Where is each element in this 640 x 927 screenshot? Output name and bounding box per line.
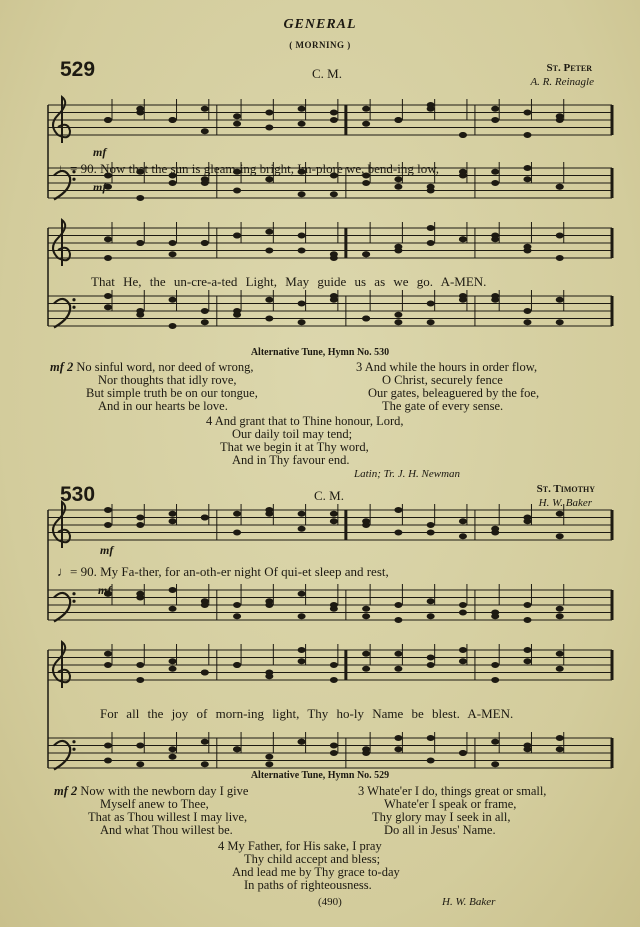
note-head (136, 761, 144, 767)
verse-line: The gate of every sense. (382, 399, 504, 413)
note-head (169, 658, 177, 664)
alternative-tune: Alternative Tune, Hymn No. 529 (250, 770, 390, 781)
verse-line: And in Thy favour end. (232, 453, 350, 467)
verse-line: And in our hearts be love. (98, 399, 228, 413)
verse-line: And lead me by Thy grace to-day (232, 865, 400, 879)
note-head (201, 240, 209, 246)
dynamic-marking: mf (100, 543, 114, 557)
note-head (491, 293, 499, 299)
verse-line: O Christ, securely fence (382, 373, 503, 387)
lyric-line (57, 161, 439, 177)
verse-line: Our gates, beleaguered by the foe, (368, 386, 540, 400)
note-head (394, 319, 402, 325)
note-head (427, 225, 435, 231)
note-head (201, 308, 209, 314)
note-head (169, 251, 177, 257)
note-head (265, 110, 273, 116)
note-head (523, 165, 531, 171)
section-heading: GENERAL (283, 17, 357, 32)
verse-label: mf 2 (54, 784, 78, 798)
note-head (233, 530, 241, 536)
note-head (523, 658, 531, 664)
note-head (233, 511, 241, 517)
verse-label: mf 2 (50, 360, 74, 374)
note-head (362, 750, 370, 756)
note-head (233, 613, 241, 619)
note-head (201, 128, 209, 134)
verse-2 (50, 361, 258, 413)
note-head (298, 591, 306, 597)
note-head (201, 761, 209, 767)
note-head (523, 248, 531, 254)
note-head (136, 195, 144, 201)
note-head (394, 530, 402, 536)
verse-line: Whate'er I speak or frame, (384, 797, 517, 811)
note-head (136, 240, 144, 246)
verse-line: Thy glory may I seek in all, (372, 810, 511, 824)
note-head (394, 244, 402, 250)
note-head (362, 613, 370, 619)
note-head (298, 613, 306, 619)
lyric-line: That He, the un-cre-a-ted Light, May guide us as we go. A-MEN. (91, 274, 487, 289)
note-head (491, 180, 499, 186)
verse-4 (206, 415, 404, 467)
note-head (298, 248, 306, 254)
note-head (427, 102, 435, 108)
note-head (136, 110, 144, 116)
verse-label: 4 (218, 839, 225, 853)
composer: A. R. Reinagle (530, 76, 594, 88)
bass-clef-dot (72, 298, 75, 301)
note-head (330, 255, 338, 261)
note-head (169, 587, 177, 593)
verse-label: 4 (206, 414, 213, 428)
page-number: (490) (318, 896, 342, 908)
note-head (330, 110, 338, 116)
note-head (459, 602, 467, 608)
hymn-number: 529 (60, 58, 96, 81)
note-head (104, 236, 112, 242)
note-head (330, 750, 338, 756)
note-head (233, 746, 241, 752)
note-head (427, 598, 435, 604)
note-head (298, 121, 306, 127)
note-head (104, 293, 112, 299)
note-head (298, 739, 306, 745)
lyric-line (57, 564, 389, 580)
note-head (169, 666, 177, 672)
note-head (427, 184, 435, 190)
note-head (104, 743, 112, 749)
note-head (298, 526, 306, 532)
note-head (523, 176, 531, 182)
bass-clef-dot (72, 600, 75, 603)
verse-line: And while the hours in order flow, (364, 360, 538, 374)
note-head (136, 515, 144, 521)
dynamic-marking: mf (93, 180, 107, 194)
note-head (265, 229, 273, 235)
verse-2 (54, 785, 248, 837)
bass-clef-dot (72, 592, 75, 595)
note-head (104, 651, 112, 657)
note-head (169, 746, 177, 752)
note-head (330, 191, 338, 197)
note-head (459, 236, 467, 242)
note-head (330, 743, 338, 749)
note-head (104, 117, 112, 123)
note-head (169, 323, 177, 329)
composer: H. W. Baker (538, 497, 592, 509)
note-head (427, 662, 435, 668)
note-head (169, 180, 177, 186)
note-head (265, 670, 273, 676)
note-head (394, 651, 402, 657)
note-head (169, 511, 177, 517)
note-head (427, 613, 435, 619)
note-head (265, 507, 273, 513)
note-head (233, 121, 241, 127)
note-head (427, 522, 435, 528)
note-head (169, 606, 177, 612)
note-head (298, 301, 306, 307)
note-head (523, 647, 531, 653)
note-head (298, 191, 306, 197)
note-head (298, 658, 306, 664)
note-head (136, 522, 144, 528)
note-head (104, 507, 112, 513)
note-head (556, 297, 564, 303)
verse-line: No sinful word, nor deed of wrong, (76, 360, 254, 374)
note-head (362, 251, 370, 257)
note-head (362, 106, 370, 112)
note-head (523, 132, 531, 138)
bass-clef-dot (72, 740, 75, 743)
note-head (136, 677, 144, 683)
dynamic-marking: mf (93, 145, 107, 159)
verse-line: Now with the newborn day I give (80, 784, 249, 798)
note-head (491, 169, 499, 175)
note-head (427, 240, 435, 246)
note-head (523, 319, 531, 325)
note-head (201, 176, 209, 182)
verse-label: 3 (358, 784, 365, 798)
hymn-meter: C. M. (312, 66, 342, 81)
note-head (491, 761, 499, 767)
verse-line: That we begin it at Thy word, (220, 440, 369, 454)
tune-name: St. Timothy (536, 483, 595, 495)
note-head (104, 662, 112, 668)
note-head (265, 316, 273, 322)
note-head (394, 735, 402, 741)
verse-line: And what Thou willest be. (100, 823, 233, 837)
note-head (491, 117, 499, 123)
note-head (556, 117, 564, 123)
note-head (556, 746, 564, 752)
note-head (556, 613, 564, 619)
note-head (298, 511, 306, 517)
note-head (169, 518, 177, 524)
note-head (362, 316, 370, 322)
note-head (523, 518, 531, 524)
hymn-meter: C. M. (314, 488, 344, 503)
note-head (556, 735, 564, 741)
note-head (298, 647, 306, 653)
note-head (169, 117, 177, 123)
note-head (427, 735, 435, 741)
note-head (362, 606, 370, 612)
note-head (459, 750, 467, 756)
note-head (556, 255, 564, 261)
note-head (459, 658, 467, 664)
bass-clef-dot (72, 306, 75, 309)
note-head (330, 602, 338, 608)
verse-4 (218, 840, 400, 892)
note-head (330, 117, 338, 123)
note-head (201, 515, 209, 521)
note-head (201, 739, 209, 745)
note-head (330, 662, 338, 668)
verse-line: That as Thou willest I may live, (88, 810, 248, 824)
lyric-line: For all the joy of morn-ing light, Thy ho-ly Name be blest. A-MEN. (100, 706, 514, 721)
note-head (394, 176, 402, 182)
note-head (104, 255, 112, 261)
note-head (459, 610, 467, 616)
note-head (556, 606, 564, 612)
note-head (362, 651, 370, 657)
note-head (265, 297, 273, 303)
note-head (362, 666, 370, 672)
note-head (459, 518, 467, 524)
note-head (556, 651, 564, 657)
attribution: Latin; Tr. J. H. Newman (354, 468, 461, 480)
note-head (556, 511, 564, 517)
hymn-number: 530 (60, 483, 96, 506)
verse-line: Whate'er I do, things great or small, (367, 784, 547, 798)
note-head (330, 511, 338, 517)
note-head (233, 308, 241, 314)
verse-line: My Father, for His sake, I pray (227, 839, 382, 853)
note-head (330, 518, 338, 524)
dynamic-marking: mf (98, 583, 112, 597)
note-head (394, 617, 402, 623)
note-head (169, 297, 177, 303)
note-head (394, 184, 402, 190)
note-head (265, 125, 273, 131)
note-head (427, 301, 435, 307)
note-head (265, 754, 273, 760)
bass-clef-dot (72, 748, 75, 751)
note-head (556, 666, 564, 672)
note-head (427, 530, 435, 536)
tempo-marking: ♩= 90. (57, 161, 97, 176)
note-head (233, 662, 241, 668)
note-head (491, 236, 499, 242)
note-head (556, 319, 564, 325)
note-head (330, 677, 338, 683)
note-head (330, 297, 338, 303)
note-head (491, 526, 499, 532)
note-head (556, 184, 564, 190)
verse-line: Thy child accept and bless; (244, 852, 381, 866)
verse-line: Nor thoughts that idly rove, (98, 373, 237, 387)
note-head (169, 754, 177, 760)
note-head (427, 758, 435, 764)
lyric-text: My Fa-ther, for an-oth-er night Of qui-et sleep and rest, (100, 564, 389, 579)
tune-name: St. Peter (546, 62, 592, 74)
note-head (394, 507, 402, 513)
note-head (491, 662, 499, 668)
verse-line: But simple truth be on our tongue, (86, 386, 258, 400)
note-head (265, 176, 273, 182)
note-head (233, 602, 241, 608)
note-head (265, 761, 273, 767)
note-head (556, 233, 564, 239)
attribution: H. W. Baker (442, 896, 496, 908)
verse-line: In paths of righteousness. (244, 878, 372, 892)
tempo-marking: ♩= 90. (57, 564, 97, 579)
alternative-tune: Alternative Tune, Hymn No. 530 (250, 347, 390, 358)
note-head (523, 602, 531, 608)
note-head (136, 595, 144, 601)
note-head (298, 233, 306, 239)
note-head (201, 598, 209, 604)
note-head (459, 293, 467, 299)
note-head (362, 121, 370, 127)
note-head (362, 518, 370, 524)
note-head (427, 655, 435, 661)
verse-line: And grant that to Thine honour, Lord, (214, 414, 404, 428)
note-head (523, 617, 531, 623)
note-head (523, 308, 531, 314)
note-head (362, 180, 370, 186)
note-head (523, 743, 531, 749)
note-head (169, 240, 177, 246)
note-head (104, 304, 112, 310)
note-head (459, 533, 467, 539)
verse-line: Our daily toil may tend; (232, 427, 353, 441)
note-head (233, 188, 241, 194)
note-head (298, 106, 306, 112)
verse-label: 3 (356, 360, 363, 374)
note-head (201, 670, 209, 676)
note-head (104, 758, 112, 764)
subsection-heading: ( MORNING ) (289, 40, 351, 50)
verse-3 (356, 361, 539, 413)
note-head (491, 739, 499, 745)
verse-3 (358, 785, 546, 837)
note-head (556, 533, 564, 539)
note-head (394, 117, 402, 123)
note-head (265, 598, 273, 604)
note-head (427, 319, 435, 325)
note-head (394, 666, 402, 672)
note-head (265, 248, 273, 254)
lyric-text: Now that the sun is gleam-ing bright, Im-plore we, bend-ing low, (100, 161, 439, 176)
note-head (233, 113, 241, 119)
note-head (459, 132, 467, 138)
verse-line: Myself anew to Thee, (100, 797, 209, 811)
note-head (104, 522, 112, 528)
note-head (136, 662, 144, 668)
note-head (394, 602, 402, 608)
note-head (136, 743, 144, 749)
bass-clef-dot (72, 178, 75, 181)
note-head (491, 106, 499, 112)
note-head (201, 319, 209, 325)
verse-line: Do all in Jesus' Name. (384, 823, 496, 837)
note-head (394, 746, 402, 752)
note-head (523, 110, 531, 116)
note-head (136, 308, 144, 314)
note-head (459, 173, 467, 179)
note-head (201, 106, 209, 112)
note-head (394, 312, 402, 318)
note-head (491, 613, 499, 619)
note-head (233, 233, 241, 239)
note-head (459, 647, 467, 653)
note-head (298, 319, 306, 325)
note-head (491, 677, 499, 683)
